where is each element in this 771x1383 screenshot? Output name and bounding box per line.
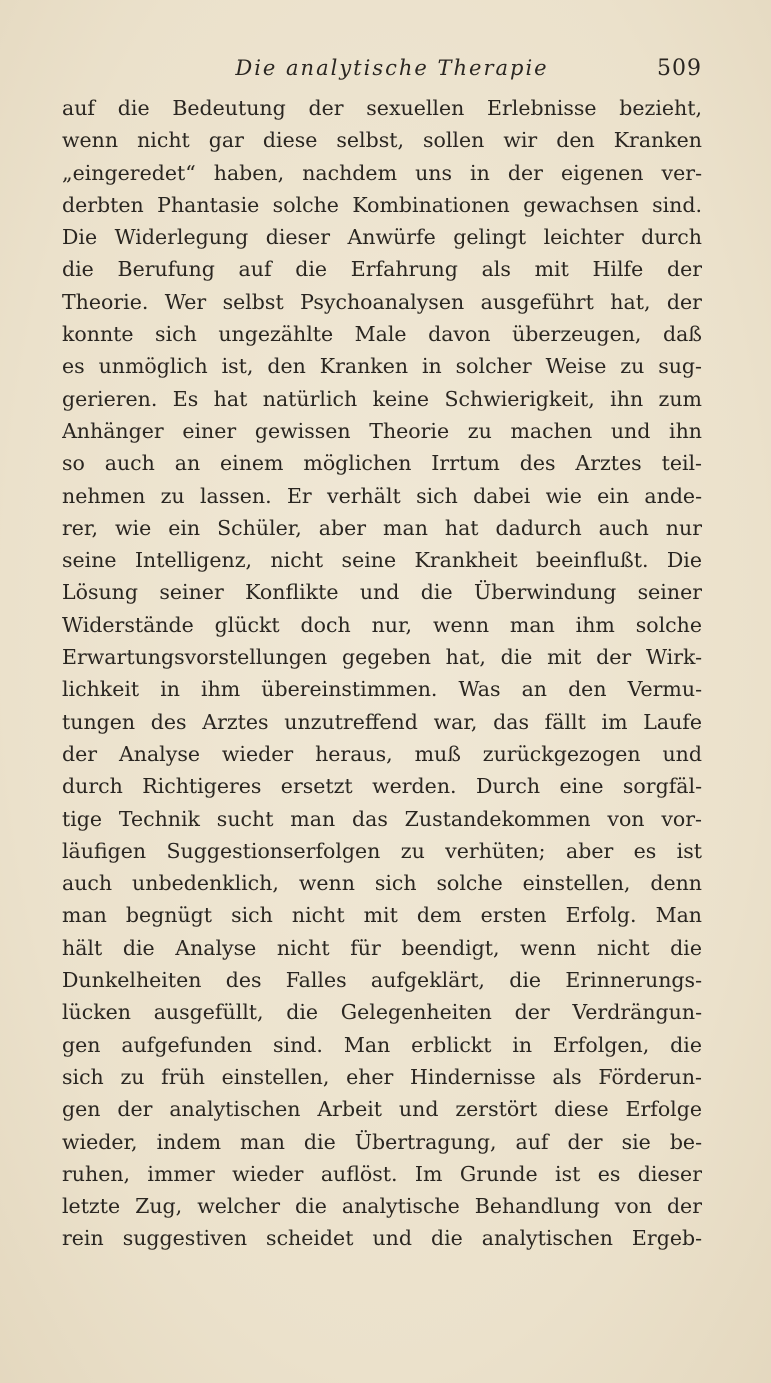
text-line: Anhänger einer gewissen Theorie zu machen und ihn: [62, 418, 702, 443]
page-number: 509: [657, 56, 702, 81]
text-line: auch unbedenklich, wenn sich solche einstellen, denn: [62, 871, 702, 896]
text-line: rein suggestiven scheidet und die analytischen Ergeb-: [62, 1226, 702, 1251]
text-line: „eingeredet“ haben, nachdem uns in der eigenen ver-: [62, 160, 702, 185]
text-line: gen der analytischen Arbeit und zerstört diese Erfolge: [62, 1097, 702, 1122]
text-line: letzte Zug, welcher die analytische Behandlung von der: [62, 1194, 702, 1219]
running-title: Die analytische Therapie: [235, 56, 549, 80]
text-line: lichkeit in ihm übereinstimmen. Was an den Vermu-: [62, 677, 702, 702]
page-header: [62, 56, 702, 90]
text-line: Theorie. Wer selbst Psychoanalysen ausgeführt hat, der: [62, 289, 702, 314]
text-line: sich zu früh einstellen, eher Hindernisse als Förderun-: [62, 1064, 702, 1089]
text-line: Die Widerlegung dieser Anwürfe gelingt leichter durch: [62, 225, 702, 250]
text-line: tige Technik sucht man das Zustandekommen von vor-: [62, 806, 702, 831]
text-line: auf die Bedeutung der sexuellen Erlebnisse bezieht,: [62, 96, 702, 120]
text-line: Dunkelheiten des Falles aufgeklärt, die Erinnerungs-: [62, 968, 702, 993]
text-line: läufigen Suggestionserfolgen zu verhüten; aber es ist: [62, 838, 702, 863]
text-line: die Berufung auf die Erfahrung als mit Hilfe der: [62, 257, 702, 282]
text-line: lücken ausgefüllt, die Gelegenheiten der Verdrängun-: [62, 1000, 702, 1025]
text-line: so auch an einem möglichen Irrtum des Arztes teil-: [62, 451, 702, 476]
text-line: tungen des Arztes unzutreffend war, das fällt im Laufe: [62, 709, 702, 734]
text-line: Widerstände glückt doch nur, wenn man ihm solche: [62, 612, 702, 637]
text-line: seine Intelligenz, nicht seine Krankheit beeinflußt. Die: [62, 548, 702, 573]
text-line: gen aufgefunden sind. Man erblickt in Erfolgen, die: [62, 1032, 702, 1057]
text-line: der Analyse wieder heraus, muß zurückgezogen und: [62, 741, 702, 766]
text-line: wenn nicht gar diese selbst, sollen wir den Kranken: [62, 128, 702, 153]
text-line: rer, wie ein Schüler, aber man hat dadurch auch nur: [62, 515, 702, 540]
text-line: durch Richtigeres ersetzt werden. Durch eine sorgfäl-: [62, 774, 702, 799]
text-line: man begnügt sich nicht mit dem ersten Erfolg. Man: [62, 903, 702, 928]
text-line: ruhen, immer wieder auflöst. Im Grunde ist es dieser: [62, 1161, 702, 1186]
text-line: Erwartungsvorstellungen gegeben hat, die mit der Wirk-: [62, 645, 702, 670]
body-text: [62, 92, 702, 1255]
text-line: wieder, indem man die Übertragung, auf der sie be-: [62, 1129, 702, 1154]
text-line: Lösung seiner Konflikte und die Überwindung seiner: [62, 580, 702, 605]
text-line: hält die Analyse nicht für beendigt, wenn nicht die: [62, 935, 702, 960]
text-line: derbten Phantasie solche Kombinationen gewachsen sind.: [62, 192, 702, 217]
text-line: gerieren. Es hat natürlich keine Schwierigkeit, ihn zum: [62, 386, 702, 411]
text-line: nehmen zu lassen. Er verhält sich dabei wie ein ande-: [62, 483, 702, 508]
text-line: es unmöglich ist, den Kranken in solcher Weise zu sug-: [62, 354, 702, 379]
text-line: konnte sich ungezählte Male davon überzeugen, daß: [62, 322, 702, 347]
